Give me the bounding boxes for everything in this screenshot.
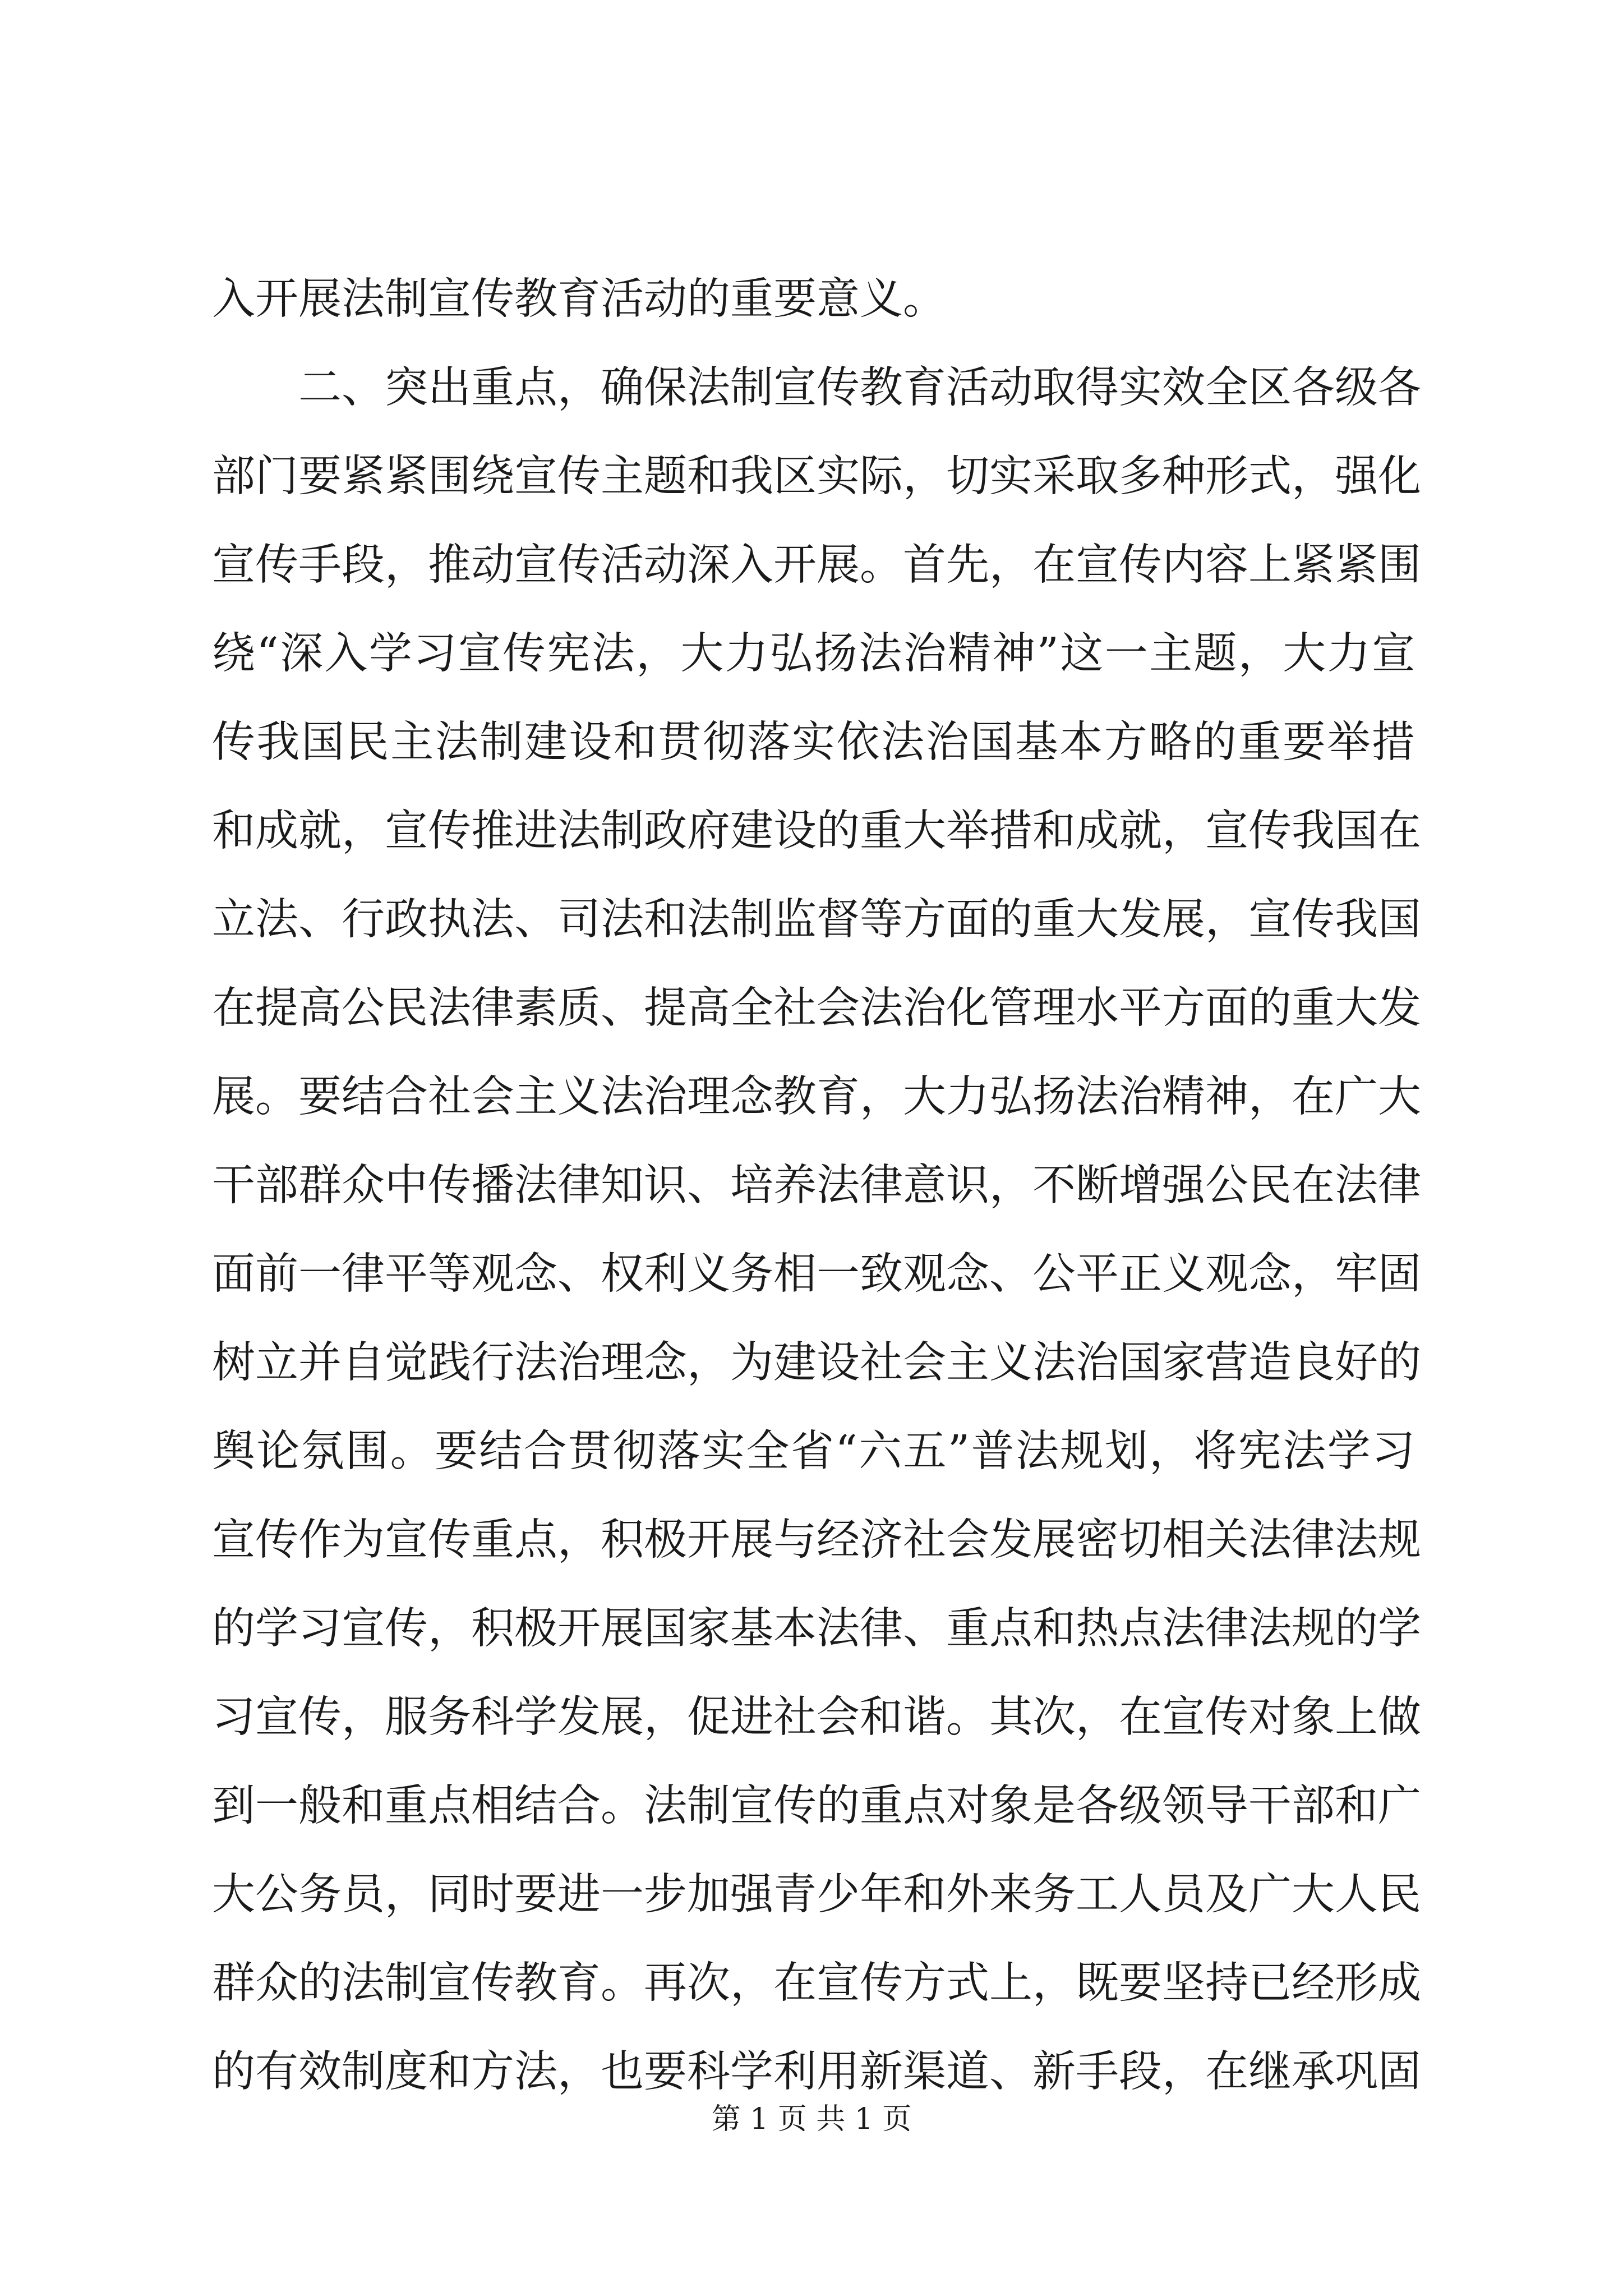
text-line: 和成就，宣传推进法制政府建设的重大举措和成就，宣传我国在	[212, 806, 1421, 856]
text-line: 宣传手段，推动宣传活动深入开展。首先，在宣传内容上紧紧围	[212, 540, 1421, 590]
text-line: 部门要紧紧围绕宣传主题和我区实际，切实采取多种形式，强化	[212, 452, 1421, 501]
text-line: 的学习宣传，积极开展国家基本法律、重点和热点法律法规的学	[212, 1604, 1421, 1654]
text-line: 传我国民主法制建设和贯彻落实依法治国基本方略的重要举措	[212, 717, 1415, 767]
text-line: 入开展法制宣传教育活动的重要意义。	[212, 274, 946, 324]
text-line: 立法、行政执法、司法和法制监督等方面的重大发展，宣传我国	[212, 895, 1421, 945]
text-line: 大公务员，同时要进一步加强青少年和外来务工人员及广大人民	[212, 1870, 1421, 1920]
text-line: 群众的法制宣传教育。再次，在宣传方式上，既要坚持已经形成	[212, 1958, 1421, 2008]
text-line: 树立并自觉践行法治理念，为建设社会主义法治国家营造良好的	[212, 1338, 1421, 1388]
text-line: 舆论氛围。要结合贯彻落实全省“六五”普法规划，将宪法学习	[212, 1427, 1415, 1476]
page-footer: 第 1 页 共 1 页	[711, 2102, 912, 2136]
text-line: 二、突出重点，确保法制宣传教育活动取得实效全区各级各	[298, 363, 1421, 413]
text-line: 到一般和重点相结合。法制宣传的重点对象是各级领导干部和广	[212, 1781, 1421, 1831]
text-line: 展。要结合社会主义法治理念教育，大力弘扬法治精神，在广大	[212, 1072, 1421, 1122]
text-line: 在提高公民法律素质、提高全社会法治化管理水平方面的重大发	[212, 983, 1421, 1033]
document-body	[212, 255, 1421, 2116]
text-line: 干部群众中传播法律知识、培养法律意识，不断增强公民在法律	[212, 1161, 1421, 1211]
text-line: 面前一律平等观念、权利义务相一致观念、公平正义观念，牢固	[212, 1249, 1421, 1299]
text-line: 习宣传，服务科学发展，促进社会和谐。其次，在宣传对象上做	[212, 1692, 1421, 1742]
text-line: 的有效制度和方法，也要科学利用新渠道、新手段，在继承巩固	[212, 2047, 1421, 2097]
text-line: 宣传作为宣传重点，积极开展与经济社会发展密切相关法律法规	[212, 1515, 1421, 1565]
text-line: 绕“深入学习宣传宪法，大力弘扬法治精神”这一主题，大力宣	[212, 629, 1415, 679]
